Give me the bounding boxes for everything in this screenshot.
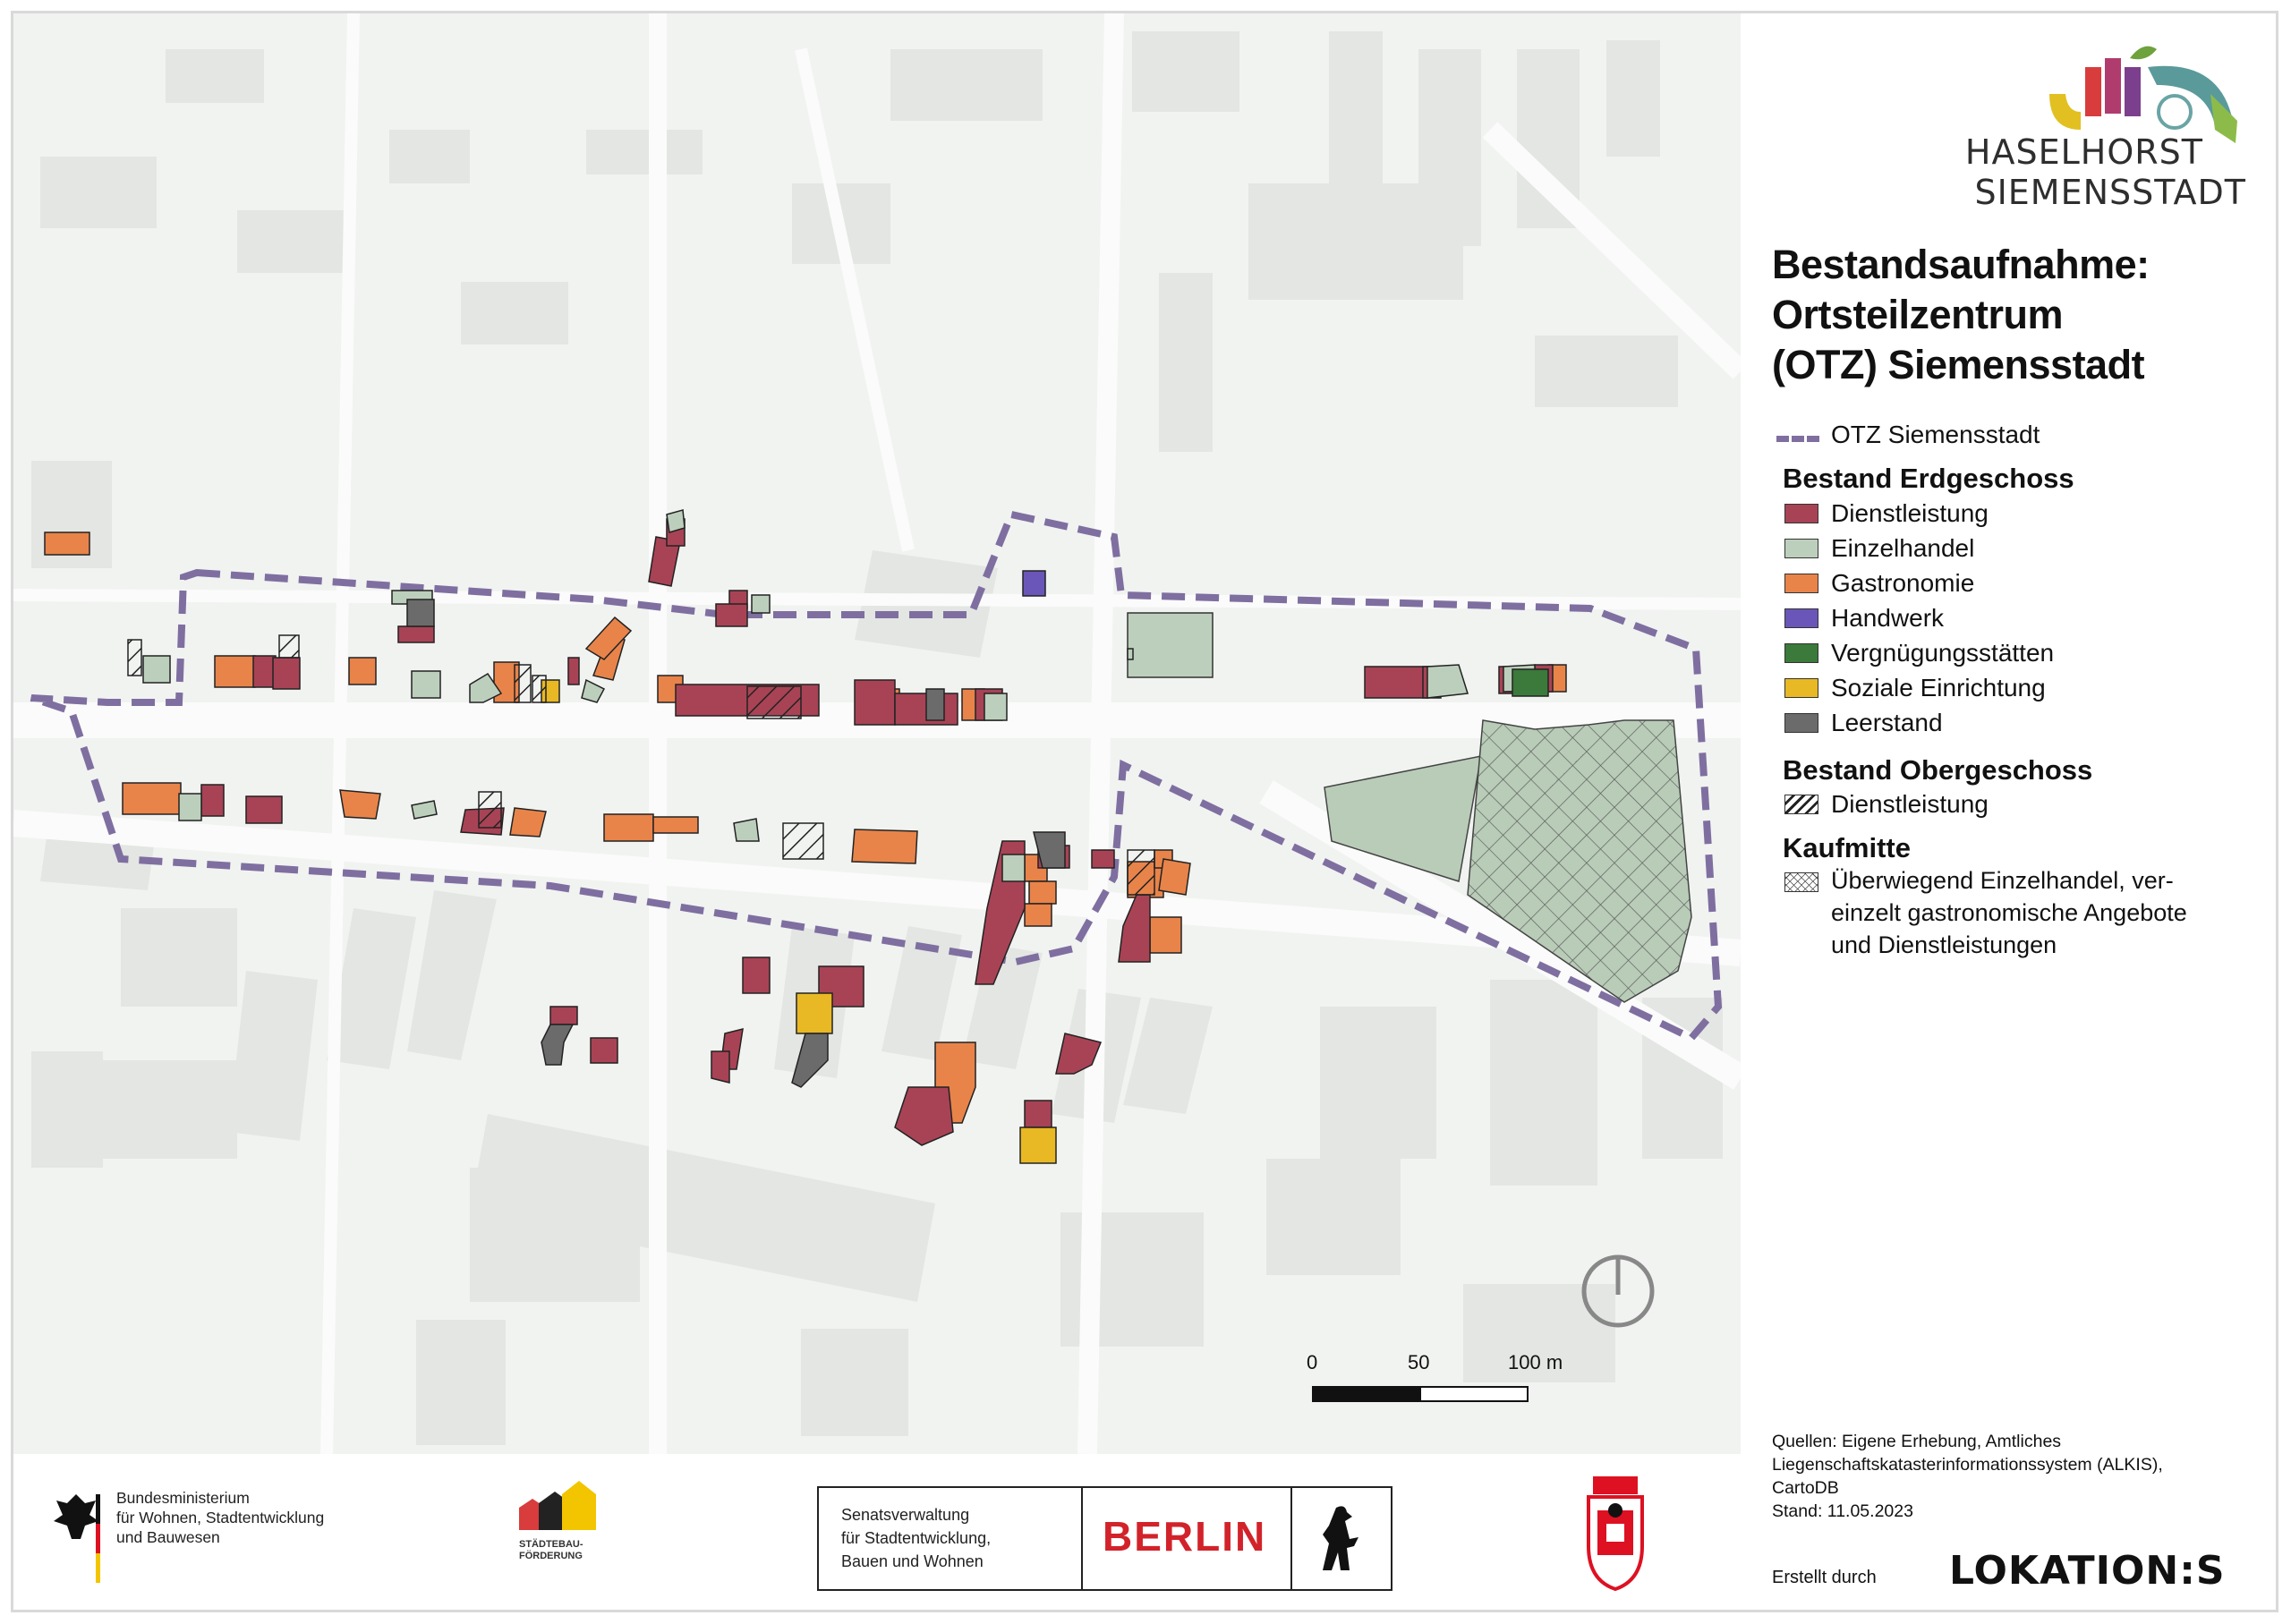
berlin-wordmark: BERLIN <box>1103 1513 1267 1560</box>
brand-line-1: HASELHORST <box>1964 132 2203 172</box>
legend-label-gastronomie: Gastronomie <box>1831 569 1975 597</box>
ministry-name: Bundesministerium für Wohnen, Stadtentwicklung und Bauwesen <box>116 1489 325 1546</box>
map-svg <box>13 13 1741 1454</box>
legend-swatch-gastronomie <box>1784 574 1818 593</box>
berlin-bear-icon <box>1318 1503 1363 1575</box>
map-canvas[interactable] <box>13 13 1741 1454</box>
einzelhandel-block-north[interactable] <box>1128 613 1213 677</box>
otz-boundary-legend-line <box>1776 436 1819 442</box>
parcel-handwerk <box>1023 571 1045 596</box>
legend-swatch-vergnuegung <box>1784 643 1818 663</box>
legend-swatch-handwerk <box>1784 608 1818 628</box>
legend-label-handwerk: Handwerk <box>1831 604 1945 632</box>
scale-label-0: 0 <box>1307 1351 1318 1373</box>
legend-swatch-dienstleistung <box>1784 504 1818 523</box>
legend-swatch-kaufmitte <box>1784 872 1818 892</box>
legend-otz-label: OTZ Siemensstadt <box>1831 421 2040 448</box>
spandau-coat-of-arms <box>1584 1475 1647 1591</box>
legend-upper-floor-heading: Bestand Obergeschoss <box>1783 754 2093 786</box>
brand-line-2: SIEMENSSTADT <box>1974 173 2246 212</box>
scale-label-100m: 100 m <box>1508 1351 1563 1373</box>
legend-kaufmitte-heading: Kaufmitte <box>1783 832 1911 863</box>
parcels-sozial <box>541 680 1056 1163</box>
kaufmitte-hatched-area[interactable] <box>1468 720 1691 1002</box>
staedtebaufoerderung-logo <box>519 1481 600 1535</box>
legend-swatch-upper-dienstleistung <box>1784 795 1818 814</box>
legend-panel <box>1741 13 2276 1454</box>
legend-ground-floor-heading: Bestand Erdgeschoss <box>1783 463 2074 494</box>
scale-bar <box>1313 1387 1528 1401</box>
legend-kaufmitte-text: Überwiegend Einzelhandel, ver- einzelt gastronomische Angebote und Dienstleistungen <box>1831 867 2187 958</box>
agency-logo-text: LOKATION:S <box>1949 1548 2226 1594</box>
legend-label-upper-dienstleistung: Dienstleistung <box>1831 790 1989 818</box>
legend-swatch-sozial <box>1784 678 1818 698</box>
senate-name: Senatsverwaltung für Stadtentwicklung, Bauen und Wohnen <box>841 1506 992 1570</box>
legend-label-dienstleistung: Dienstleistung <box>1831 499 1989 527</box>
legend-label-sozial: Soziale Einrichtung <box>1831 674 2046 701</box>
legend-label-vergnuegung: Vergnügungsstätten <box>1831 639 2055 667</box>
staedtebaufoerderung-label: STÄDTEBAU- FÖRDERUNG <box>519 1539 583 1561</box>
parcel-vergnuegung <box>1512 669 1548 696</box>
created-by-label: Erstellt durch <box>1772 1568 1877 1587</box>
legend-swatch-leerstand <box>1784 713 1818 733</box>
scale-label-50: 50 <box>1408 1351 1430 1373</box>
map-title: Bestandsaufnahme: Ortsteilzentrum (OTZ) Siemensstadt <box>1772 242 2150 387</box>
sources-text: Quellen: Eigene Erhebung, Amtliches Liegenschaftskatasterinformationssystem (ALKIS), CartoDB Stand: 11.05.2023 <box>1772 1432 2163 1521</box>
legend-label-einzelhandel: Einzelhandel <box>1831 534 1975 562</box>
legend-swatch-einzelhandel <box>1784 539 1818 558</box>
federal-eagle-icon <box>49 1490 103 1588</box>
kaufmitte-retail-area[interactable] <box>1324 756 1481 881</box>
legend-label-leerstand: Leerstand <box>1831 709 1943 736</box>
